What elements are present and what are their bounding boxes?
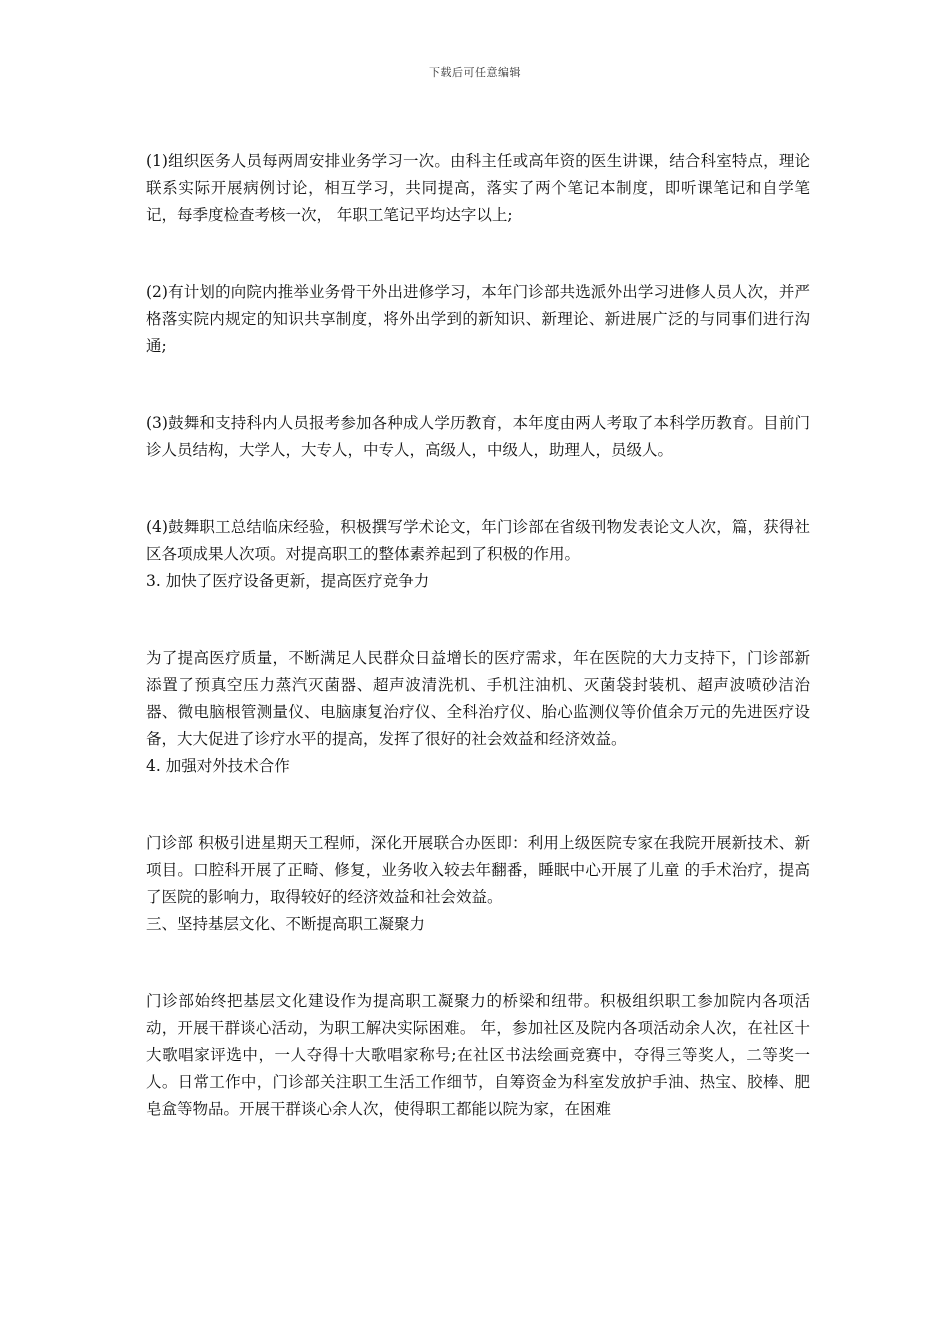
paragraph-3: (3)鼓舞和支持科内人员报考参加各种成人学历教育，本年度由两人考取了本科学历教育。目前门诊人员结构，大学人，大专人，中专人，高级人，中级人，助理人，员级人。 bbox=[146, 414, 810, 459]
paragraph-4: (4)鼓舞职工总结临床经验，积极撰写学术论文，年门诊部在省级刊物发表论文人次，篇，获得社区各项成果人次项。对提高职工的整体素养起到了积极的作用。 bbox=[146, 518, 810, 563]
document-body bbox=[146, 148, 810, 1123]
section-heading-three: 三、坚持基层文化、不断提高职工凝聚力 bbox=[146, 915, 426, 933]
paragraph-1: (1)组织医务人员每两周安排业务学习一次。由科主任或高年资的医生讲课，结合科室特点，理论联系实际开展病例讨论，相互学习，共同提高，落实了两个笔记本制度，即听课笔记和自学笔记，每季度检查考核一次， 年职工笔记平均达字以上; bbox=[146, 152, 810, 224]
section-heading-3: 3. 加快了医疗设备更新，提高医疗竞争力 bbox=[146, 572, 430, 590]
paragraph-7: 门诊部始终把基层文化建设作为提高职工凝聚力的桥梁和纽带。积极组织职工参加院内各项活动，开展干群谈心活动，为职工解决实际困难。 年，参加社区及院内各项活动余人次，在社区十大歌唱家评选中，一人夺得十大歌唱家称号;在社区书法绘画竞赛中，夺得三等奖人，二等奖一人。日常工作中，门诊部关注职工生活工作细节，自筹资金为科室发放护手油、热宝、胶棒、肥皂盒等物品。开展干群谈心余人次，使得职工都能以院为家，在困难 bbox=[146, 992, 810, 1118]
paragraph-5: 为了提高医疗质量，不断满足人民群众日益增长的医疗需求，年在医院的大力支持下，门诊部新添置了预真空压力蒸汽灭菌器、超声波清洗机、手机注油机、灭菌袋封装机、超声波喷砂洁治器、微电脑根管测量仪、电脑康复治疗仪、全科治疗仪、胎心监测仪等价值余万元的先进医疗设备，大大促进了诊疗水平的提高，发挥了很好的社会效益和经济效益。 bbox=[146, 649, 810, 748]
page-header: 下载后可任意编辑 bbox=[429, 66, 521, 79]
paragraph-6: 门诊部 积极引进星期天工程师，深化开展联合办医即：利用上级医院专家在我院开展新技术、新项目。口腔科开展了正畸、修复，业务收入较去年翻番，睡眠中心开展了儿童 的手术治疗，提高了医院的影响力，取得较好的经济效益和社会效益。 bbox=[146, 834, 810, 906]
paragraph-2: (2)有计划的向院内推举业务骨干外出进修学习，本年门诊部共选派外出学习进修人员人次，并严格落实院内规定的知识共享制度，将外出学到的新知识、新理论、新进展广泛的与同事们进行沟通; bbox=[146, 283, 810, 355]
section-heading-4: 4. 加强对外技术合作 bbox=[146, 757, 290, 775]
